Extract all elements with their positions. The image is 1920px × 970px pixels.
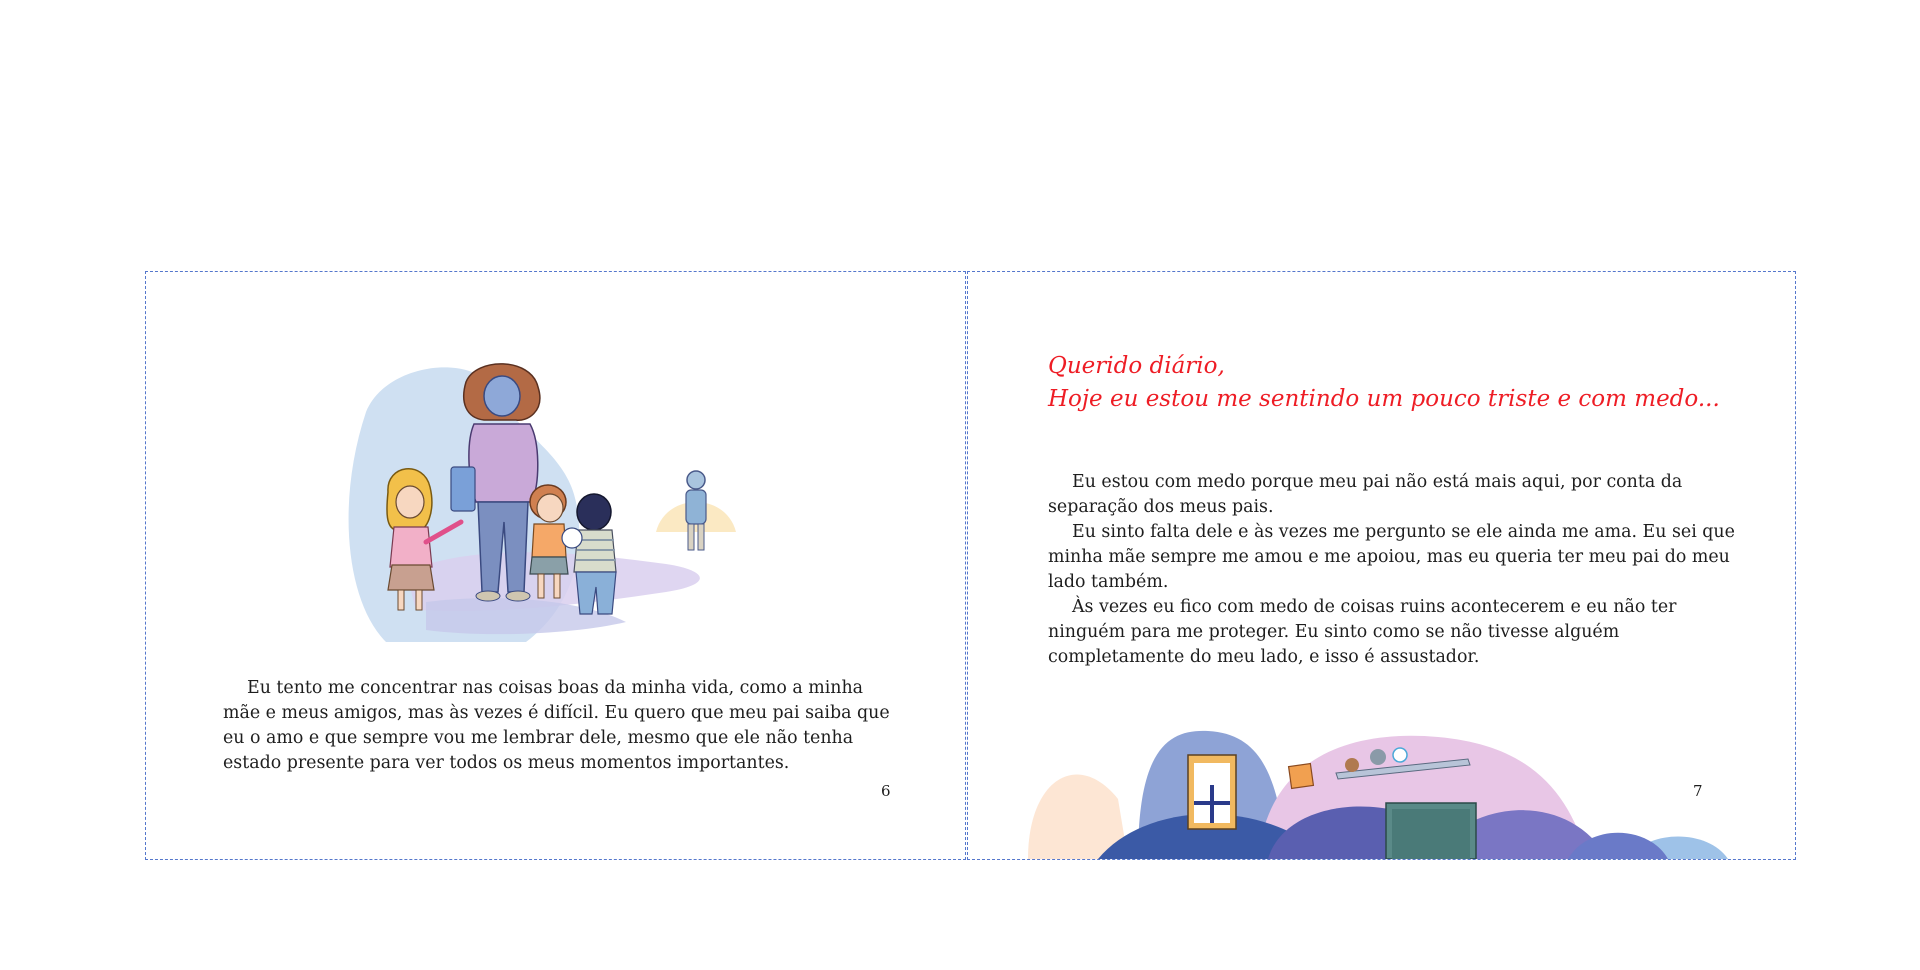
right-page — [967, 271, 1796, 860]
diary-heading — [1048, 350, 1768, 416]
left-page — [145, 271, 966, 860]
father-figure — [686, 471, 706, 550]
right-page-text — [1048, 470, 1748, 670]
page-number-right: 7 — [1693, 782, 1703, 800]
window — [1188, 755, 1236, 829]
diary-feeling-line: Hoje eu estou me sentindo um pouco triste e com medo... — [1048, 386, 1720, 412]
paragraph: Às vezes eu fico com medo de coisas ruins acontecerem e eu não ter ninguém para me proteger. Eu sinto como se não tivesse alguém completamente do meu lado, e isso é assustador. — [1048, 597, 1677, 667]
paragraph: Eu estou com medo porque meu pai não está mais aqui, por conta da separação dos meus pais. — [1048, 472, 1683, 517]
bedroom-illustration — [968, 729, 1795, 859]
book-spread — [145, 271, 1795, 860]
left-page-text — [223, 676, 903, 776]
family-illustration — [326, 352, 806, 652]
paragraph: Eu tento me concentrar nas coisas boas da minha vida, como a minha mãe e meus amigos, mas às vezes é difícil. Eu quero que meu pai saiba que eu o amo e que sempre vou me lembrar dele, mesmo que ele não tenha estado presente para ver todos os meus momentos importantes. — [223, 678, 890, 773]
page-number-left: 6 — [881, 782, 891, 800]
diary-greeting: Querido diário, — [1048, 353, 1225, 379]
paragraph: Eu sinto falta dele e às vezes me pergunto se ele ainda me ama. Eu sei que minha mãe sempre me amou e me apoiou, mas eu queria ter meu pai do meu lado também. — [1048, 522, 1735, 592]
